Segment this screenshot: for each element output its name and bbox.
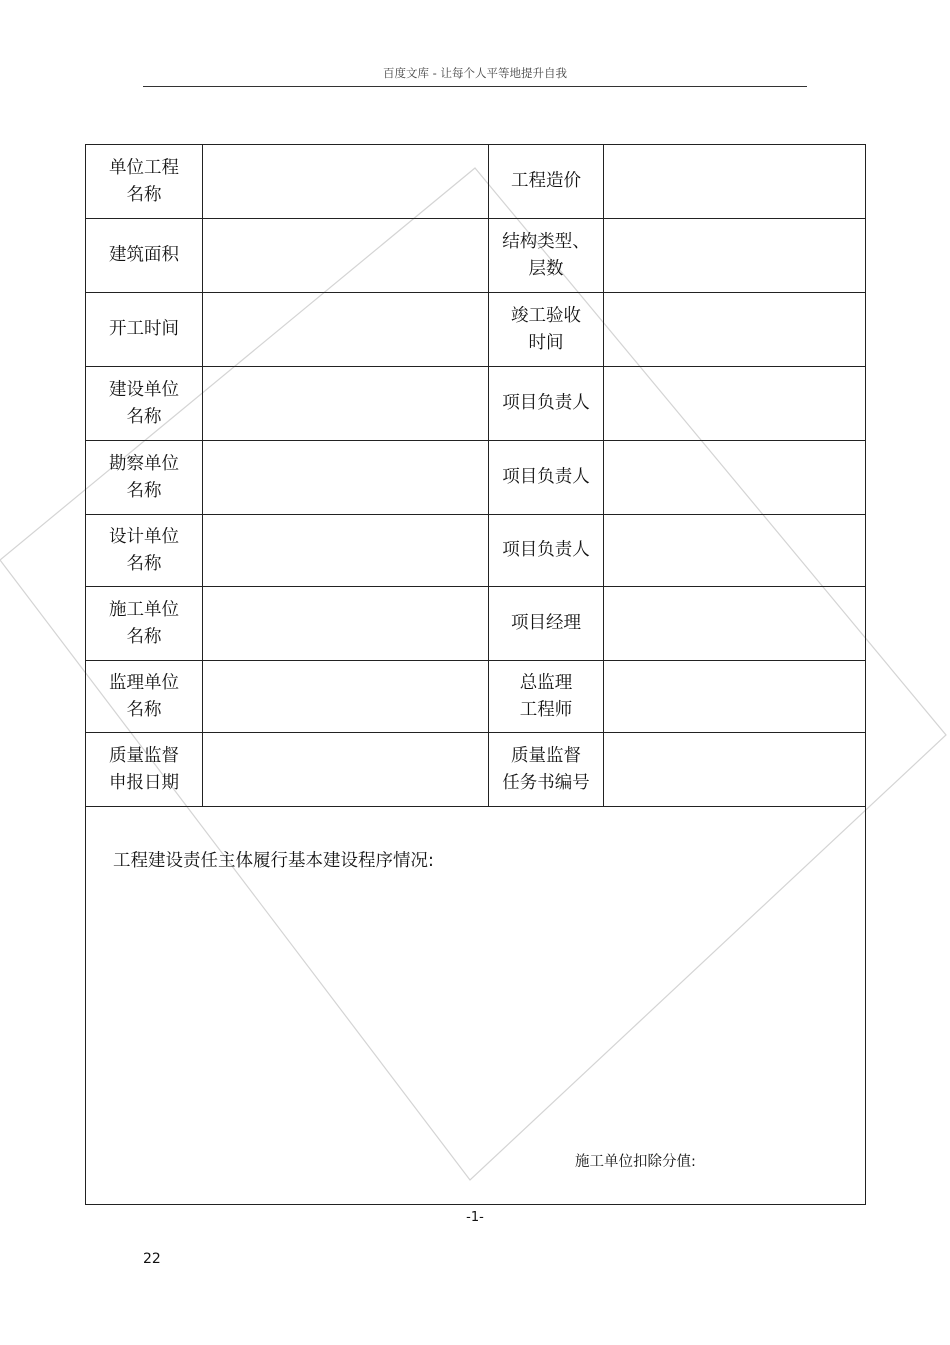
summary-title: 工程建设责任主体履行基本建设程序情况: bbox=[113, 851, 434, 871]
row-label: 监理单位 名称 bbox=[86, 661, 203, 733]
page-header: 百度文库 - 让每个人平等地提升自我 bbox=[143, 64, 807, 87]
row-label: 质量监督 任务书编号 bbox=[489, 733, 604, 807]
survey-unit-field[interactable] bbox=[203, 441, 489, 515]
row-label: 工程造价 bbox=[489, 145, 604, 219]
table-row bbox=[86, 587, 866, 661]
structure-type-field[interactable] bbox=[604, 219, 866, 293]
row-label: 施工单位 名称 bbox=[86, 587, 203, 661]
summary-cell[interactable] bbox=[86, 807, 866, 1205]
project-manager-field[interactable] bbox=[604, 587, 866, 661]
row-label: 质量监督 申报日期 bbox=[86, 733, 203, 807]
row-label: 设计单位 名称 bbox=[86, 515, 203, 587]
completion-date-field[interactable] bbox=[604, 293, 866, 367]
row-label: 竣工验收 时间 bbox=[489, 293, 604, 367]
chief-supervisor-field[interactable] bbox=[604, 661, 866, 733]
project-info-table bbox=[85, 144, 866, 1205]
row-label: 建设单位 名称 bbox=[86, 367, 203, 441]
building-area-field[interactable] bbox=[203, 219, 489, 293]
table-row bbox=[86, 515, 866, 587]
construction-unit-field[interactable] bbox=[203, 367, 489, 441]
table-row bbox=[86, 661, 866, 733]
start-date-field[interactable] bbox=[203, 293, 489, 367]
supervision-report-date-field[interactable] bbox=[203, 733, 489, 807]
design-unit-leader-field[interactable] bbox=[604, 515, 866, 587]
summary-row bbox=[86, 807, 866, 1205]
row-label: 项目经理 bbox=[489, 587, 604, 661]
table-row bbox=[86, 367, 866, 441]
unit-project-name-field[interactable] bbox=[203, 145, 489, 219]
deduction-label: 施工单位扣除分值: bbox=[575, 1154, 696, 1170]
page-number: -1- bbox=[466, 1210, 484, 1225]
row-label: 项目负责人 bbox=[489, 515, 604, 587]
row-label: 结构类型、 层数 bbox=[489, 219, 604, 293]
contractor-unit-field[interactable] bbox=[203, 587, 489, 661]
table-row bbox=[86, 441, 866, 515]
table-row bbox=[86, 733, 866, 807]
table-row bbox=[86, 293, 866, 367]
table-row bbox=[86, 219, 866, 293]
supervision-task-number-field[interactable] bbox=[604, 733, 866, 807]
design-unit-field[interactable] bbox=[203, 515, 489, 587]
survey-unit-leader-field[interactable] bbox=[604, 441, 866, 515]
row-label: 勘察单位 名称 bbox=[86, 441, 203, 515]
row-label: 开工时间 bbox=[86, 293, 203, 367]
project-cost-field[interactable] bbox=[604, 145, 866, 219]
document-number: 22 bbox=[143, 1251, 161, 1267]
row-label: 单位工程 名称 bbox=[86, 145, 203, 219]
supervision-unit-field[interactable] bbox=[203, 661, 489, 733]
construction-unit-leader-field[interactable] bbox=[604, 367, 866, 441]
row-label: 项目负责人 bbox=[489, 441, 604, 515]
row-label: 项目负责人 bbox=[489, 367, 604, 441]
row-label: 总监理 工程师 bbox=[489, 661, 604, 733]
table-row bbox=[86, 145, 866, 219]
row-label: 建筑面积 bbox=[86, 219, 203, 293]
